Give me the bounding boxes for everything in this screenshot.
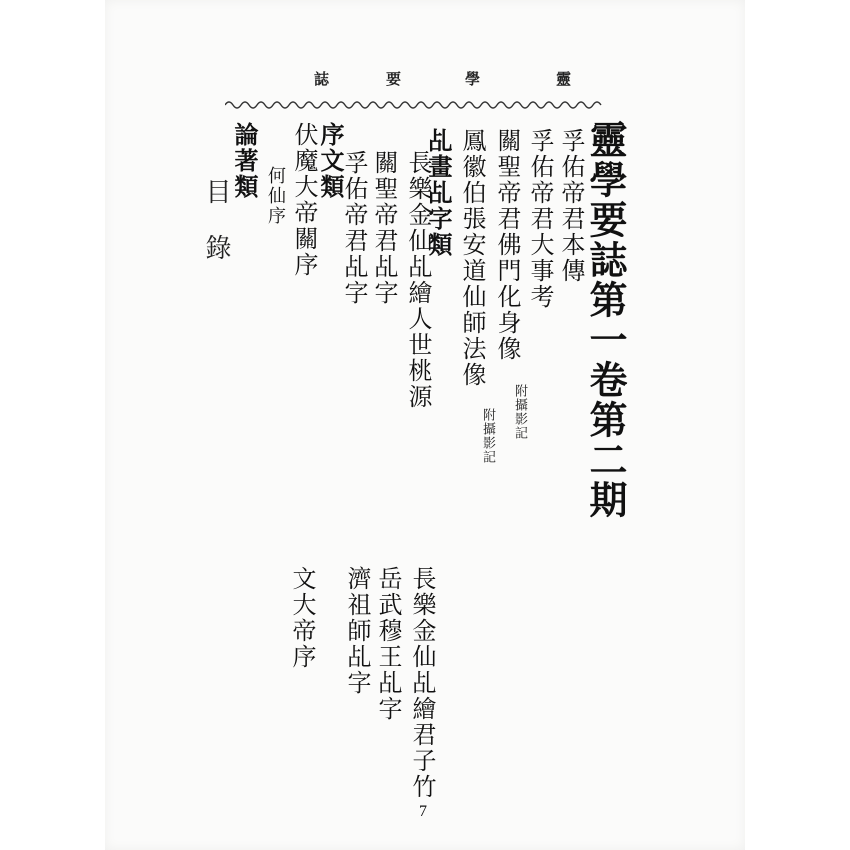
wavy-divider xyxy=(225,98,605,112)
toc-entry-12: 濟祖師乩字 xyxy=(343,566,371,696)
running-header xyxy=(300,68,590,98)
toc-entry-5: 長樂金仙乩繪人世桃源 xyxy=(404,150,432,410)
toc-entry-8: 伏魔大帝關序 xyxy=(290,122,318,278)
toc-label: 目 錄 xyxy=(201,178,231,260)
journal-title: 靈學要誌第一卷第二期 xyxy=(583,120,628,520)
toc-entry-3: 關聖帝君佛門化身像 xyxy=(493,128,521,362)
toc-note-1: 附攝影記 xyxy=(512,384,527,440)
header-char-2: 學 xyxy=(465,70,481,88)
toc-entry-9: 何仙序 xyxy=(265,166,286,226)
section-heading-2: 序文類 xyxy=(316,122,345,200)
toc-entry-4: 鳳徽伯張安道仙師法像 xyxy=(458,128,486,388)
header-char-1: 靈 xyxy=(556,70,572,88)
section-heading-3: 論著類 xyxy=(230,122,259,200)
toc-entry-2: 孚佑帝君大事考 xyxy=(526,128,554,310)
header-char-4: 誌 xyxy=(314,70,330,88)
header-char-3: 要 xyxy=(386,70,402,88)
toc-note-2: 附攝影記 xyxy=(480,408,495,464)
toc-entry-1: 孚佑帝君本傳 xyxy=(557,128,585,284)
page-number: 7 xyxy=(419,803,427,820)
section-heading-1: 乩畫乩字類 xyxy=(424,128,453,258)
toc-entry-7: 孚佑帝君乩字 xyxy=(340,150,368,306)
toc-entry-10: 長樂金仙乩繪君子竹 xyxy=(408,566,436,800)
toc-entry-11: 岳武穆王乩字 xyxy=(374,566,402,722)
toc-entry-13: 文大帝序 xyxy=(288,566,316,670)
toc-entry-6: 關聖帝君乩字 xyxy=(370,150,398,306)
